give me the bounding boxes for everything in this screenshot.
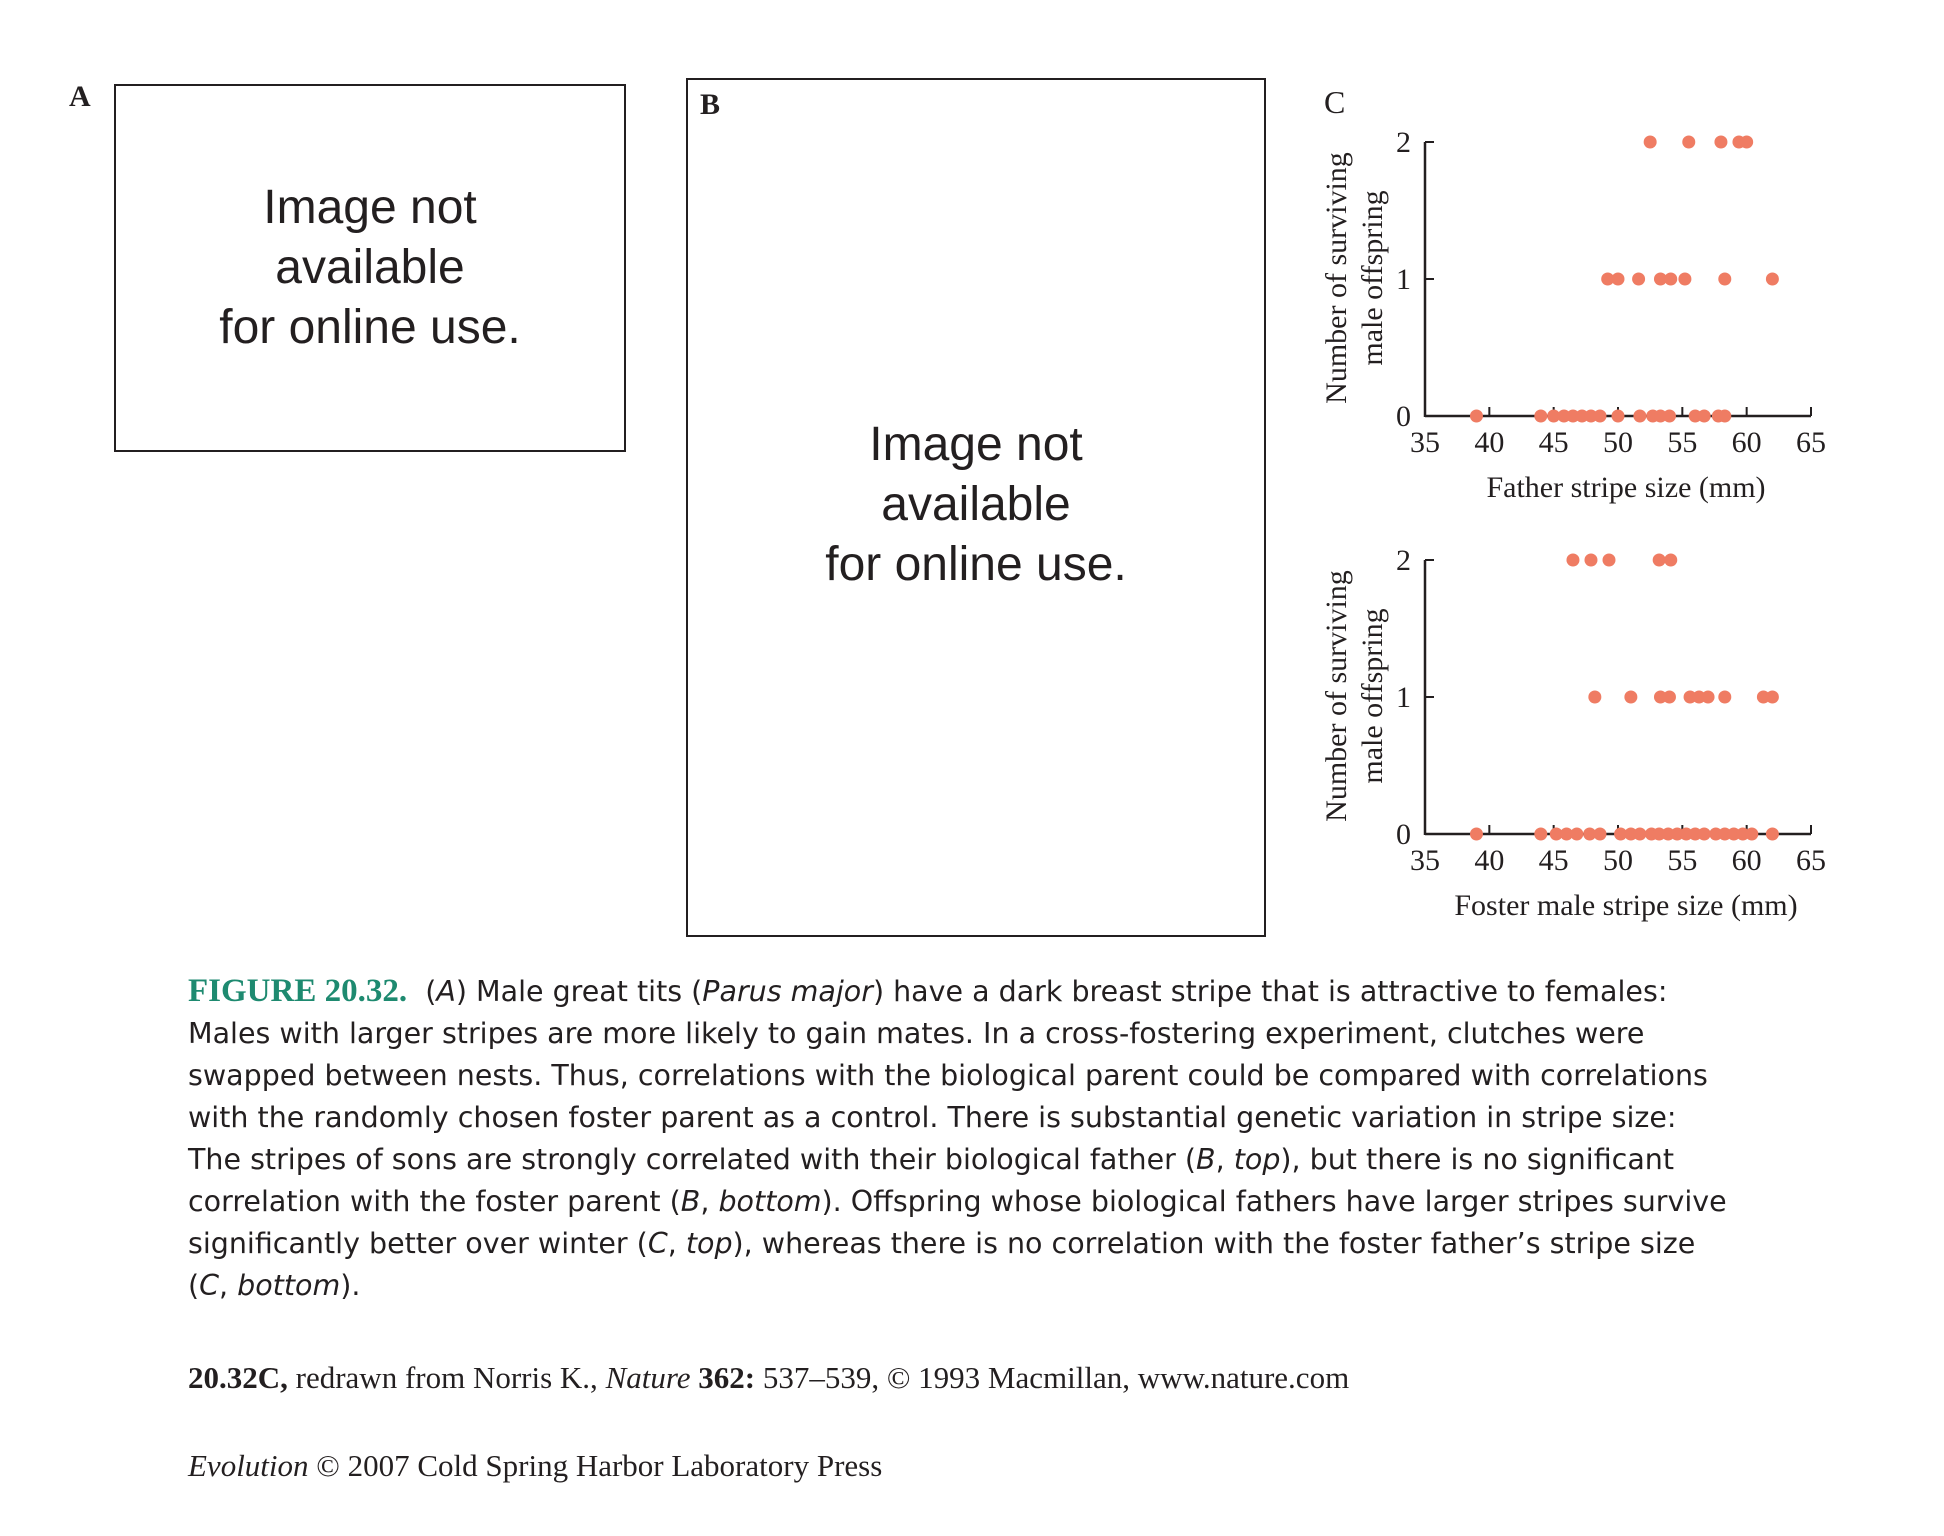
caption-segment: top — [685, 1227, 733, 1260]
chart-top-x-tick-label: 35 — [1410, 426, 1440, 459]
chart-top-data-point — [1654, 273, 1667, 286]
panel-a-placeholder-text: Image not available for online use. — [219, 181, 521, 354]
chart-bottom-data-point — [1698, 828, 1711, 841]
chart-bottom-data-point — [1584, 554, 1597, 567]
chart-bottom-data-point — [1645, 828, 1658, 841]
chart-top-data-point — [1584, 410, 1597, 423]
chart-bottom-data-point — [1653, 828, 1666, 841]
chart-top-data-point — [1718, 273, 1731, 286]
chart-top-data-point — [1698, 410, 1711, 423]
chart-bottom-data-point — [1662, 828, 1675, 841]
chart-bottom-x-tick-label: 60 — [1731, 844, 1762, 877]
chart-top-y-axis-label: Number of surviving — [1320, 152, 1353, 404]
chart-bottom-y-tick-label: 1 — [1396, 681, 1411, 714]
caption-segment: C — [199, 1269, 220, 1302]
caption-segment: ) have a dark breast stripe that is attractive to females: Males with larger stripes are more likely to gain mates. In a cross-fostering experiment, clutches were swapped between nests. Thus, correlations with the biological parent could be compared with correlations with the randomly chosen foster parent as a control. There is substantial genetic variation in stripe size: The stripes of sons are strongly correlated with their biological father ( — [188, 975, 1708, 1176]
chart-top-y-tick-label: 1 — [1396, 263, 1411, 296]
chart-top-data-point — [1654, 410, 1667, 423]
chart-top-data-point — [1732, 136, 1745, 149]
chart-bottom-data-point — [1624, 828, 1637, 841]
chart-bottom-data-point — [1718, 828, 1731, 841]
caption-segment: , — [1215, 1143, 1234, 1176]
caption-segment: ), but there is no significant correlation with the foster parent ( — [188, 1143, 1675, 1218]
chart-bottom-data-point — [1624, 691, 1637, 704]
chart-bottom-x-tick-label: 40 — [1474, 844, 1505, 877]
chart-bottom-y-tick-label: 0 — [1396, 818, 1411, 851]
chart-top-y-axis-label: male offspring — [1356, 190, 1389, 366]
chart-top-data-point — [1534, 410, 1547, 423]
copyright-book: Evolution — [188, 1448, 309, 1483]
chart-bottom-data-point — [1745, 828, 1758, 841]
credit-figure-ref: 20.32C, — [188, 1360, 288, 1395]
figure-caption — [188, 970, 1728, 1307]
chart-top-data-point — [1664, 273, 1677, 286]
caption-label: FIGURE 20.32. — [188, 973, 408, 1009]
chart-top-data-point — [1646, 410, 1659, 423]
caption-segment: top — [1233, 1143, 1281, 1176]
chart-top-data-point — [1712, 410, 1725, 423]
chart-bottom-x-tick-label: 65 — [1796, 844, 1826, 877]
chart-top-x-tick-label: 60 — [1731, 426, 1762, 459]
caption-segment: Parus major — [702, 975, 873, 1008]
panel-a-placeholder — [114, 84, 626, 452]
caption-segment: ( — [425, 975, 437, 1008]
chart-bottom-data-point — [1534, 828, 1547, 841]
caption-segment: bottom — [237, 1269, 341, 1302]
caption-segment: C — [647, 1227, 668, 1260]
chart-bottom-data-point — [1689, 828, 1702, 841]
chart-bottom-data-point — [1702, 691, 1715, 704]
chart-top-x-tick-label: 65 — [1796, 426, 1826, 459]
chart-bottom-x-tick-label: 50 — [1603, 844, 1633, 877]
credit-text-1: redrawn from Norris K., — [287, 1360, 606, 1395]
caption-segment: ), whereas there is no correlation with the foster father’s stripe size ( — [188, 1227, 1696, 1302]
credit-volume: 362: — [690, 1360, 756, 1395]
caption-segment: , — [219, 1269, 238, 1302]
chart-top-data-point — [1663, 410, 1676, 423]
chart-top-y-tick-label: 0 — [1396, 400, 1411, 433]
chart-bottom-data-point — [1757, 691, 1770, 704]
panel-b-placeholder — [686, 78, 1266, 937]
source-credit — [188, 1360, 1349, 1396]
chart-bottom-data-point — [1633, 828, 1646, 841]
chart-top-data-point — [1575, 410, 1588, 423]
panel-b-placeholder-text: Image not available for online use. — [825, 417, 1127, 591]
chart-bottom-data-point — [1566, 554, 1579, 567]
chart-top-x-tick-label: 55 — [1667, 426, 1698, 459]
panel-c-letter: C — [1324, 84, 1346, 120]
chart-top-data-point — [1689, 410, 1702, 423]
panel-a-letter: A — [69, 80, 91, 113]
chart-bottom-data-point — [1693, 691, 1706, 704]
chart-top-data-point — [1682, 136, 1695, 149]
caption-segment: , — [700, 1185, 719, 1218]
panel-b-letter: B — [700, 88, 721, 121]
chart-top-data-point — [1601, 273, 1614, 286]
credit-journal: Nature — [605, 1360, 691, 1395]
chart-top-data-point — [1612, 410, 1625, 423]
chart-bottom-data-point — [1470, 828, 1483, 841]
caption-segment: ). — [340, 1269, 361, 1302]
chart-top-data-point — [1470, 410, 1483, 423]
chart-top-y-tick-label: 2 — [1396, 126, 1411, 159]
chart-bottom-data-point — [1653, 554, 1666, 567]
copyright-line — [188, 1448, 882, 1484]
chart-top-data-point — [1632, 273, 1645, 286]
chart-bottom-x-tick-label: 55 — [1667, 844, 1698, 877]
chart-top-data-point — [1612, 273, 1625, 286]
chart-top-data-point — [1714, 136, 1727, 149]
chart-bottom-data-point — [1602, 554, 1615, 567]
chart-bottom-data-point — [1583, 828, 1596, 841]
caption-segment: A — [436, 975, 456, 1008]
chart-bottom-data-point — [1593, 828, 1606, 841]
caption-segment: bottom — [718, 1185, 822, 1218]
chart-top-data-point — [1644, 136, 1657, 149]
chart-bottom-data-point — [1560, 828, 1573, 841]
chart-bottom-data-point — [1654, 691, 1667, 704]
caption-segment: , — [667, 1227, 686, 1260]
chart-bottom-x-axis-label: Foster male stripe size (mm) — [1454, 889, 1798, 922]
chart-top-data-point — [1547, 410, 1560, 423]
chart-bottom-data-point — [1736, 828, 1749, 841]
chart-top-data-point — [1678, 273, 1691, 286]
chart-bottom-data-point — [1588, 691, 1601, 704]
copyright-text: © 2007 Cold Spring Harbor Laboratory Press — [308, 1448, 883, 1483]
chart-bottom-data-point — [1570, 828, 1583, 841]
chart-top-x-tick-label: 50 — [1603, 426, 1633, 459]
chart-top-data-point — [1633, 410, 1646, 423]
chart-top-data-point — [1766, 273, 1779, 286]
chart-top-data-point — [1740, 136, 1753, 149]
chart-bottom-y-tick-label: 2 — [1396, 544, 1411, 577]
chart-bottom-data-point — [1709, 828, 1722, 841]
caption-segment: ). Offspring whose biological fathers have larger stripes survive significantly better over winter ( — [188, 1185, 1727, 1260]
caption-body — [188, 975, 1727, 1302]
chart-bottom-data-point — [1664, 554, 1677, 567]
chart-bottom-y-axis-label: Number of surviving — [1320, 570, 1353, 822]
chart-bottom-data-point — [1671, 828, 1684, 841]
chart-top-x-tick-label: 45 — [1538, 426, 1569, 459]
credit-text-2: 537–539, © 1993 Macmillan, www.nature.com — [755, 1360, 1350, 1395]
chart-bottom-data-point — [1766, 691, 1779, 704]
chart-bottom-y-axis-label: male offspring — [1356, 608, 1389, 784]
chart-bottom-data-point — [1684, 691, 1697, 704]
caption-segment: B — [680, 1185, 701, 1218]
chart-bottom-data-point — [1727, 828, 1740, 841]
chart-bottom-x-tick-label: 45 — [1538, 844, 1569, 877]
chart-bottom-data-point — [1663, 691, 1676, 704]
chart-bottom-data-point — [1680, 828, 1693, 841]
chart-bottom-x-tick-label: 35 — [1410, 844, 1440, 877]
chart-bottom-data-point — [1718, 691, 1731, 704]
chart-top-data-point — [1557, 410, 1570, 423]
chart-top-x-axis-label: Father stripe size (mm) — [1486, 471, 1766, 504]
chart-bottom-data-point — [1550, 828, 1563, 841]
chart-top-data-point — [1566, 410, 1579, 423]
chart-top-data-point — [1718, 410, 1731, 423]
chart-top-data-point — [1593, 410, 1606, 423]
chart-bottom-data-point — [1766, 828, 1779, 841]
caption-segment: ) Male great tits ( — [455, 975, 703, 1008]
chart-bottom-data-point — [1614, 828, 1627, 841]
caption-segment: B — [1196, 1143, 1216, 1176]
chart-top-x-tick-label: 40 — [1474, 426, 1505, 459]
